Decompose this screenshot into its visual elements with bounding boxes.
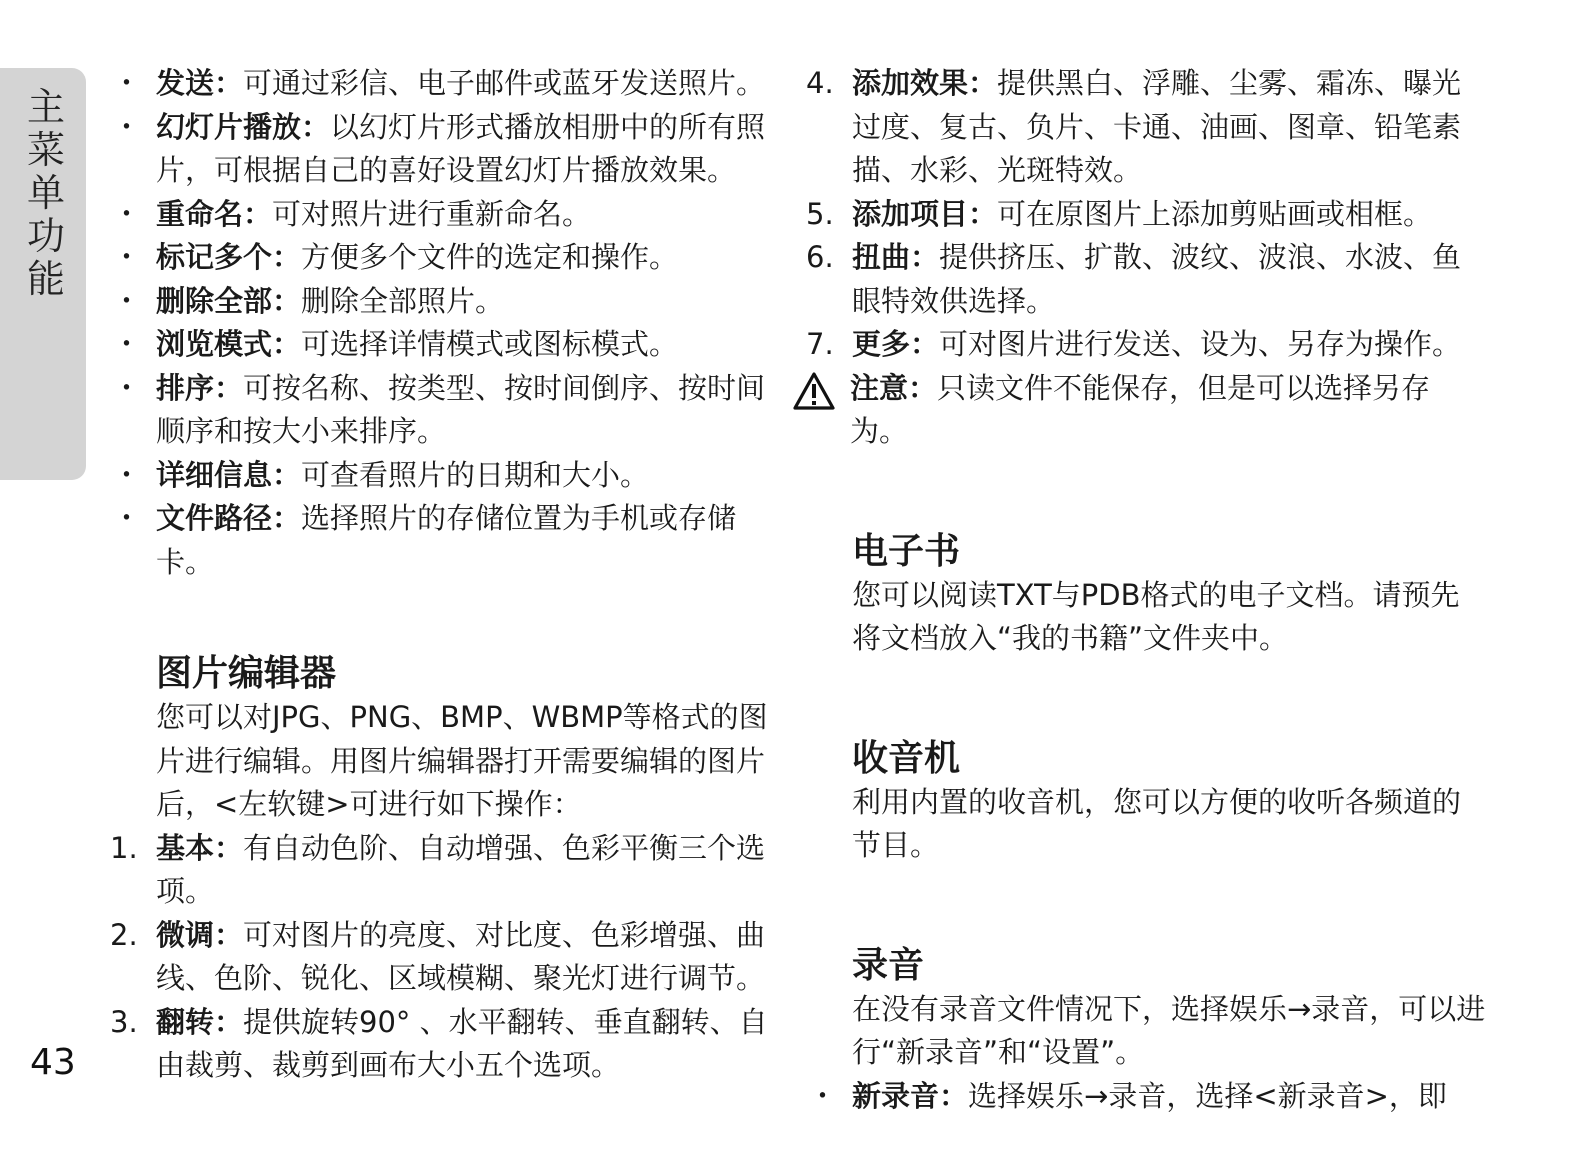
item-number: 4. [806,66,834,100]
numbered-item [806,236,1486,323]
section-gap [806,454,1486,530]
bullet-text: 选择娱乐→录音，选择<新录音>，即 [968,1078,1447,1113]
bullet-item [110,454,770,498]
warning-icon [792,371,836,411]
item-text: 提供黑白、浮雕、尘雾、霜冻、曝光过度、复古、负片、卡通、油画、图章、铅笔素描、水彩、光斑特效。 [852,66,1462,187]
warning-term: 注意： [850,370,938,405]
bullet-item [110,236,770,280]
ebook-description: 您可以阅读TXT与PDB格式的电子文档。请预先将文档放入“我的书籍”文件夹中。 [852,577,1460,655]
bullet-text: 以幻灯片形式播放相册中的所有照片，可根据自己的喜好设置幻灯片播放效果。 [156,109,766,187]
bullet-term: 幻灯片播放： [156,109,331,144]
bullet-text: 可对照片进行重新命名。 [272,196,592,231]
section-heading-ebook: 电子书 [852,530,961,572]
section-intro: 您可以对JPG、PNG、BMP、WBMP等格式的图片进行编辑。用图片编辑器打开需要编辑的图片后，<左软键>可进行如下操作： [156,700,768,821]
numbered-item [110,1001,770,1088]
item-term: 添加项目： [852,196,998,231]
bullet-term: 新录音： [852,1078,969,1113]
item-number: 3. [110,1004,138,1039]
numbered-item [806,193,1486,237]
item-number: 2. [110,917,138,952]
bullet-item [110,323,770,367]
bullet-dot: ・ [112,283,142,318]
numbered-item [806,323,1486,367]
item-text: 提供旋转90° 、水平翻转、垂直翻转、自由裁剪、裁剪到画布大小五个选项。 [156,1004,768,1082]
chapter-tab-label: 主菜单功能 [26,85,65,301]
bullet-dot: ・ [112,501,142,535]
bullet-dot: ・ [112,109,142,144]
bullet-text: 可查看照片的日期和大小。 [301,457,650,492]
bullet-term: 发送： [156,66,244,100]
bullet-term: 浏览模式： [156,327,302,361]
bullet-item [110,497,770,584]
recorder-description: 在没有录音文件情况下，选择娱乐→录音，可以进行“新录音”和“设置”。 [852,991,1486,1069]
item-text: 可对图片进行发送、设为、另存为操作。 [939,327,1462,361]
bullet-term: 文件路径： [156,501,302,535]
bullet-term: 详细信息： [156,457,302,492]
section-gap [110,584,770,652]
section-heading-recorder: 录音 [852,944,925,986]
bullet-item [110,367,770,454]
item-term: 更多： [852,327,940,361]
bullet-text: 可通过彩信、电子邮件或蓝牙发送照片。 [243,66,766,100]
bullet-dot: ・ [808,1078,838,1113]
bullet-dot: ・ [112,240,142,274]
right-column [806,62,1486,1118]
bullet-text: 可按名称、按类型、按时间倒序、按时间顺序和按大小来排序。 [156,370,766,448]
numbered-item [110,914,770,1001]
item-term: 添加效果： [852,66,998,100]
bullet-term: 排序： [156,370,244,405]
item-term: 微调： [156,917,244,952]
item-text: 可在原图片上添加剪贴画或相框。 [997,196,1433,231]
bullet-text: 删除全部照片。 [301,283,505,318]
item-term: 翻转： [156,1004,244,1039]
item-number: 1. [110,830,138,865]
page-number: 43 [30,1042,76,1083]
warning-text: 只读文件不能保存，但是可以选择另存为。 [850,370,1431,448]
item-text: 可对图片的亮度、对比度、色彩增强、曲线、色阶、锐化、区域模糊、聚光灯进行调节。 [156,917,766,995]
bullet-dot: ・ [112,196,142,231]
item-number: 7. [806,327,834,361]
numbered-item [110,827,770,914]
warning-note [806,367,1486,454]
item-number: 6. [806,240,834,274]
item-text: 有自动色阶、自动增强、色彩平衡三个选项。 [156,830,766,908]
bullet-dot: ・ [112,327,142,361]
item-term: 扭曲： [852,240,940,274]
left-column [110,62,770,1088]
numbered-item [806,62,1486,193]
bullet-term: 重命名： [156,196,273,231]
bullet-dot: ・ [112,370,142,405]
section-gap [806,661,1486,737]
bullet-text: 可选择详情模式或图标模式。 [301,327,679,361]
bullet-dot: ・ [112,457,142,492]
bullet-item [110,193,770,237]
section-heading-image-editor: 图片编辑器 [156,653,337,694]
radio-description: 利用内置的收音机，您可以方便的收听各频道的节目。 [852,784,1462,862]
item-text: 提供挤压、扩散、波纹、波浪、水波、鱼眼特效供选择。 [852,240,1462,318]
item-term: 基本： [156,830,244,865]
section-heading-radio: 收音机 [852,737,961,779]
bullet-term: 标记多个： [156,240,302,274]
item-number: 5. [806,196,834,231]
bullet-item [110,62,770,106]
bullet-item [110,106,770,193]
section-gap [806,868,1486,944]
bullet-dot: ・ [112,66,142,100]
bullet-item [806,1075,1486,1119]
bullet-text: 选择照片的存储位置为手机或存储卡。 [156,501,737,579]
bullet-term: 删除全部： [156,283,302,318]
bullet-item [110,280,770,324]
bullet-text: 方便多个文件的选定和操作。 [301,240,679,274]
